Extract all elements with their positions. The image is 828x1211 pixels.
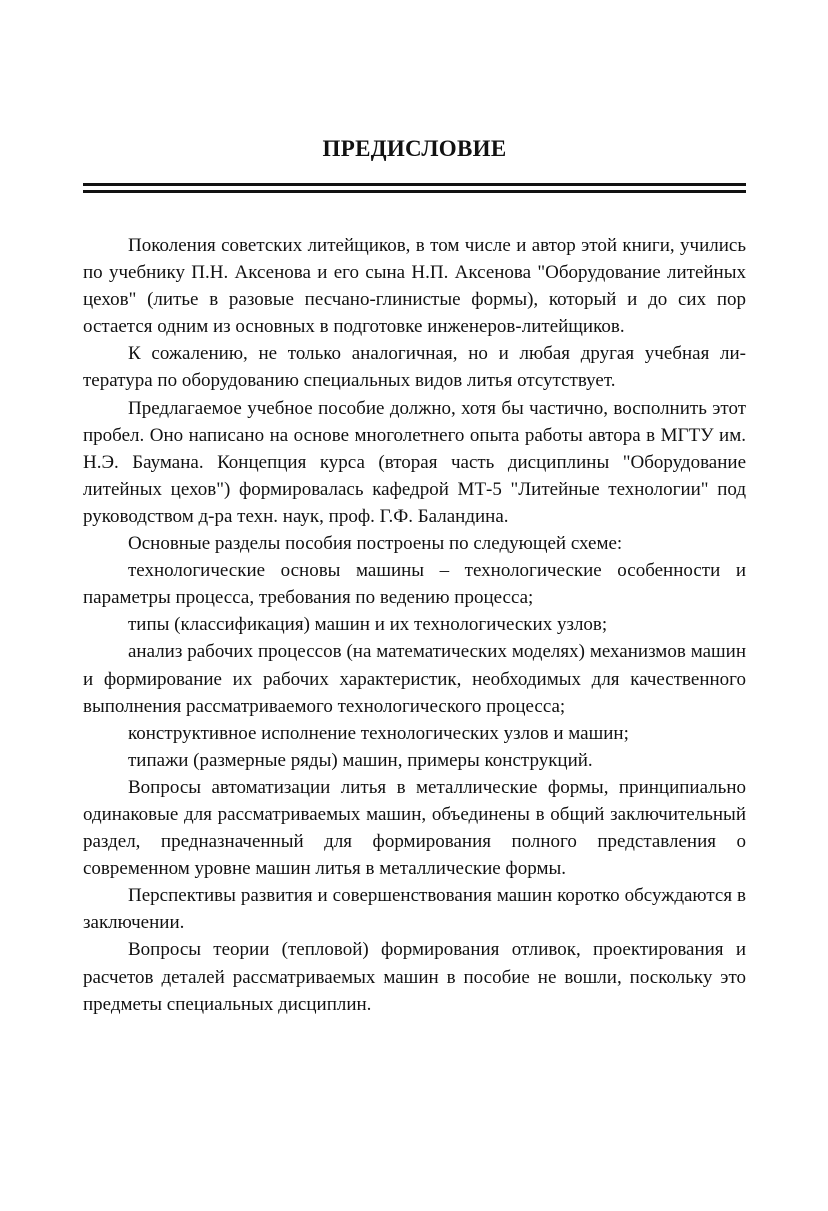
- body-text: [83, 232, 746, 1018]
- paragraph: К сожалению, не только аналогичная, но и любая другая учебная литература по оборудованию специальных видов литья отсутствует.: [83, 343, 746, 392]
- paragraph: Основные разделы пособия построены по следующей схеме:: [128, 533, 623, 555]
- list-paragraph: конструктивное исполнение технологических узлов и машин;: [128, 722, 629, 744]
- paragraph: Поколения советских литейщиков, в том числе и автор этой книги, учились по учебнику П.Н. Аксенова и его сына Н.П. Аксенова "Оборудование литейных цехов" (литье в разовые песчано-глинистые формы), который и до сих пор остается одним из основных в подготовке инженеров-литейщиков.: [83, 235, 746, 338]
- page-title: ПРЕДИСЛОВИЕ: [322, 136, 507, 161]
- paragraph: Вопросы автоматизации литья в металлические формы, принципиально одинаковые для рассматриваемых машин, объединены в общий заключительный раздел, предназначенный для формирования полного представления о современном уровне машин литья в металлические формы.: [83, 776, 746, 880]
- paragraph: Предлагаемое учебное пособие должно, хотя бы частично, восполнить этот пробел. Оно написано на основе многолетнего опыта работы автора в МГТУ им. Н.Э. Баумана. Концепция курса (вторая часть дисциплины "Оборудование литейных цехов") формировалась кафедрой МТ-5 "Литейные технологии" под руководством д-ра техн. наук, проф. Г.Ф. Баландина.: [83, 397, 746, 527]
- double-rule-divider: [83, 183, 746, 193]
- paragraph: Вопросы теории (тепловой) формирования отливок, проектирования и расчетов деталей рассматриваемых машин в пособие не вошли, поскольку это предметы специальных дисциплин.: [83, 939, 746, 1015]
- list-paragraph: технологические основы машины – технологические особенности и параметры процесса, требования по ведению процесса;: [83, 560, 746, 609]
- list-paragraph: типажи (размерные ряды) машин, примеры конструкций.: [128, 749, 593, 771]
- list-paragraph: типы (классификация) машин и их технологических узлов;: [128, 614, 608, 636]
- paragraph: Перспективы развития и совершенствования машин коротко обсуждаются в заключении.: [83, 885, 746, 934]
- list-paragraph: анализ рабочих процессов (на математических моделях) механизмов машин и формирование их рабочих характеристик, необходимых для качественного выполнения рассматриваемого технологического процесса;: [83, 641, 746, 717]
